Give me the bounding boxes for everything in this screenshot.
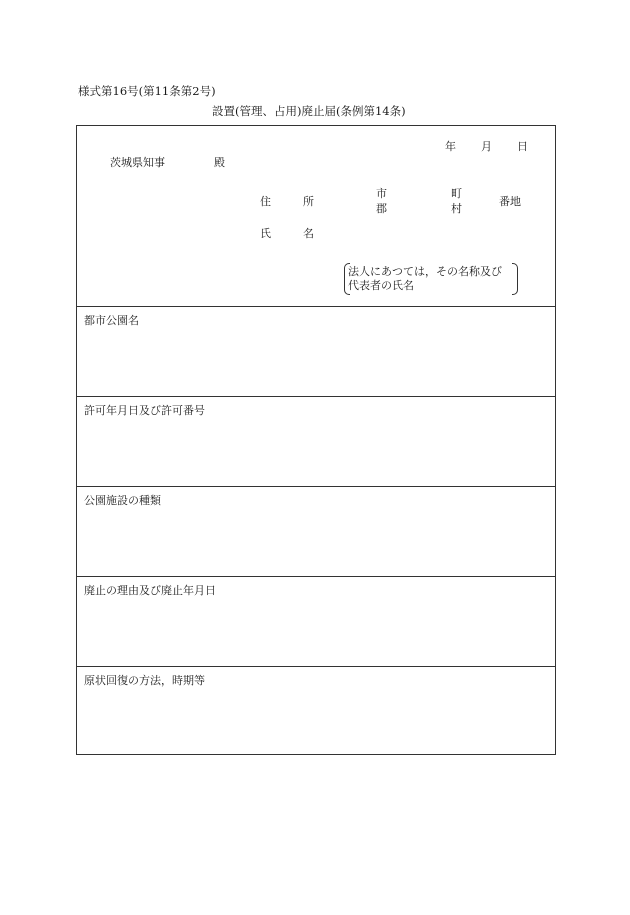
date-year-label: 年 <box>445 140 456 153</box>
district-label: 郡 <box>376 202 387 215</box>
right-bracket <box>512 263 518 295</box>
address-label-1: 住 <box>260 195 271 208</box>
applicant-section <box>77 126 555 306</box>
name-label-1: 氏 <box>260 227 271 240</box>
town-village-marker <box>451 186 462 216</box>
field-park-name[interactable] <box>77 306 555 396</box>
field-restoration-method[interactable] <box>77 666 555 756</box>
address-label-2: 所 <box>303 195 314 208</box>
town-label: 町 <box>451 187 462 200</box>
field-permit-date-number[interactable] <box>77 396 555 486</box>
form-table <box>76 125 556 755</box>
city-label: 市 <box>376 187 387 200</box>
date-month-label: 月 <box>481 140 492 153</box>
name-label-2: 名 <box>303 227 314 240</box>
corporate-note <box>344 263 518 295</box>
form-number: 様式第16号(第11条第2号) <box>78 84 216 98</box>
field-facility-type[interactable] <box>77 486 555 576</box>
addressee: 茨城県知事 <box>110 156 165 169</box>
field-label: 都市公園名 <box>84 314 139 327</box>
corporate-note-text <box>348 265 502 293</box>
field-abolition-reason-date[interactable] <box>77 576 555 666</box>
honorific: 殿 <box>214 156 225 169</box>
field-label: 許可年月日及び許可番号 <box>84 404 205 417</box>
field-label: 廃止の理由及び廃止年月日 <box>84 584 216 597</box>
corporate-note-line-1: 法人にあつては，その名称及び <box>348 265 502 278</box>
city-district-marker <box>376 186 387 216</box>
banchi-label: 番地 <box>499 195 521 208</box>
form-title: 設置(管理、占用)廃止届(条例第14条) <box>212 104 406 118</box>
corporate-note-line-2: 代表者の氏名 <box>348 279 414 292</box>
date-day-label: 日 <box>517 140 528 153</box>
field-label: 公園施設の種類 <box>84 494 161 507</box>
village-label: 村 <box>451 202 462 215</box>
field-label: 原状回復の方法，時期等 <box>84 674 205 687</box>
